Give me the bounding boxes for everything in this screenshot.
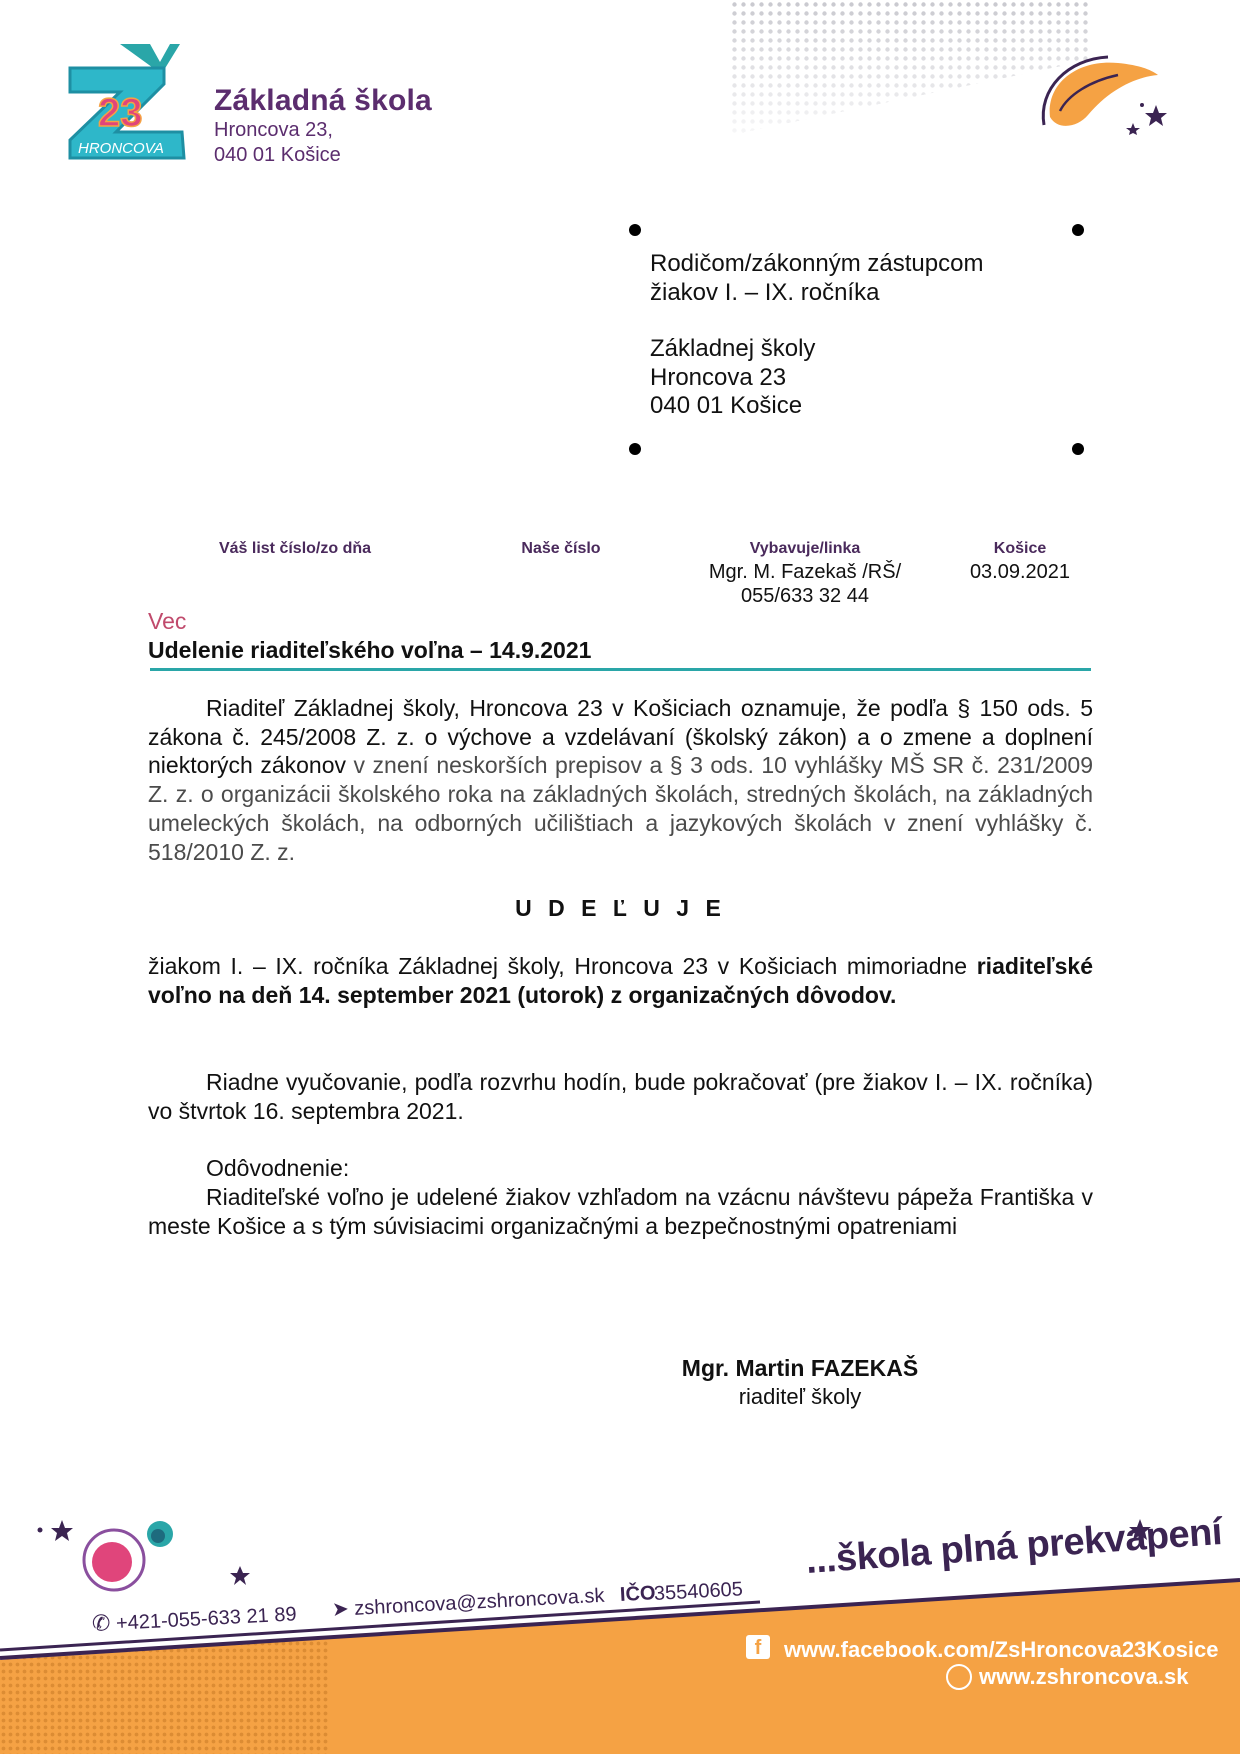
signatory-name: Mgr. Martin FAZEKAŠ — [681, 1355, 919, 1381]
school-address — [214, 118, 341, 168]
intro-text: Riaditeľ Základnej školy, Hroncova 23 v Košiciach oznamuje, že podľa § 150 ods. 5 zákona č. 245/2008 Z. z. o výchove a vzdelávaní (školský zákon) a o zmene a doplnení niektorých zákonov — [148, 695, 1093, 779]
facebook-icon: f — [746, 1635, 770, 1659]
intro-text-continued: v znení neskorších prepisov a § 3 ods. 10 vyhlášky MŠ SR č. 231/2009 Z. z. o organizácii školského roka na základných školách, stredných školách, na základných umeleckých školách, na odborných učilištiach a jazykových školách v znení vyhlášky č. 518/2010 Z. z. — [148, 752, 1093, 865]
subject-divider — [150, 668, 1091, 671]
intro-paragraph — [148, 694, 1093, 866]
facebook-link[interactable]: www.facebook.com/ZsHroncova23Kosice — [784, 1637, 1219, 1662]
school-address-line2: 040 01 Košice — [214, 144, 341, 166]
svg-text:HRONCOVA: HRONCOVA — [78, 140, 164, 157]
decision-text: žiakom I. – IX. ročníka Základnej školy, Hroncova 23 v Košiciach mimoriadne — [148, 953, 977, 979]
decision-title: U D E Ľ U J E — [515, 895, 726, 921]
school-logo — [64, 40, 194, 170]
your-letter-label: Váš list číslo/zo dňa — [218, 540, 372, 557]
handled-by-value — [660, 560, 950, 608]
phone-number[interactable]: +421-055-633 21 89 — [115, 1603, 298, 1635]
handled-by-phone: 055/633 32 44 — [741, 585, 869, 607]
address-window-mark — [1072, 443, 1084, 455]
phone-icon: ✆ — [91, 1610, 112, 1636]
ico-label: IČO — [619, 1582, 657, 1606]
recipient-line: 040 01 Košice — [650, 392, 803, 419]
classes-resume-paragraph: Riadne vyučovanie, podľa rozvrhu hodín, bude pokračovať (pre žiakov I. – IX. ročníka) vo štvrtok 16. septembra 2021. — [148, 1069, 1093, 1124]
school-slogan: ...škola plná prekvapení — [804, 1510, 1224, 1582]
address-window-mark — [629, 443, 641, 455]
email-link[interactable]: zshroncova@zshroncova.sk — [353, 1584, 605, 1620]
address-window-mark — [1072, 224, 1084, 236]
school-name: Základná škola — [214, 84, 432, 117]
letter-date: 03.09.2021 — [969, 561, 1071, 583]
svg-text:23: 23 — [98, 91, 143, 135]
recipient-line: Hroncova 23 — [650, 363, 787, 391]
comet-decoration — [1038, 55, 1173, 135]
handled-by-label: Vybavuje/linka — [749, 540, 861, 557]
decision-text-bold: riaditeľské voľno na deň 14. september 2021 (utorok) z organizačných dôvodov. — [148, 953, 1093, 1008]
decision-paragraph — [148, 952, 1093, 1009]
recipient-address — [650, 250, 983, 421]
dotted-pattern-decoration — [730, 0, 1090, 135]
justification-label: Odôvodnenie: — [206, 1155, 350, 1181]
signatory-role: riaditeľ školy — [738, 1384, 862, 1409]
school-address-line1: Hroncova 23, — [214, 119, 333, 141]
globe-icon — [946, 1664, 972, 1690]
handled-by-name: Mgr. M. Fazekaš /RŠ/ — [708, 561, 902, 583]
ico-value: 35540605 — [653, 1578, 744, 1605]
place-label: Košice — [993, 540, 1047, 557]
subject-label: Vec — [148, 608, 187, 634]
recipient-line: Rodičom/zákonným zástupcom — [650, 250, 984, 277]
send-icon: ➤ — [331, 1598, 350, 1621]
our-number-label: Naše číslo — [521, 540, 601, 557]
address-window-mark — [629, 224, 641, 236]
recipient-line: žiakov I. – IX. ročníka — [650, 278, 880, 306]
justification-paragraph: Riaditeľské voľno je udelené žiakov vzhľadom na vzácnu návštevu pápeža Františka v meste Košice a s tým súvisiacimi organizačnými a bezpečnostnými opatreniami — [148, 1184, 1093, 1239]
website-link[interactable]: www.zshroncova.sk — [979, 1664, 1189, 1689]
subject-title: Udelenie riaditeľského voľna – 14.9.2021 — [148, 637, 592, 663]
recipient-line: Základnej školy — [650, 335, 816, 362]
